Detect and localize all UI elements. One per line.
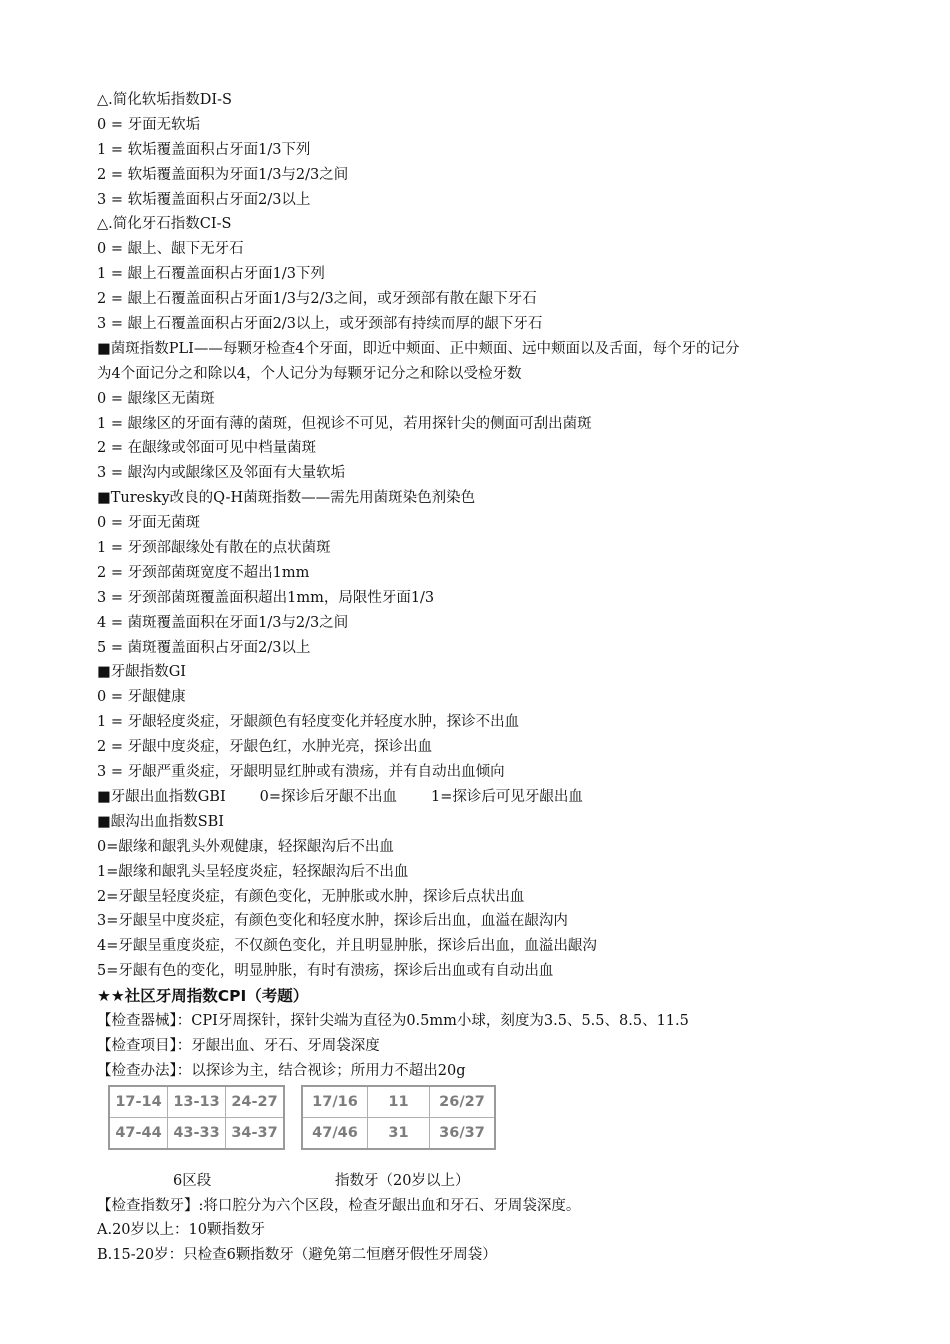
text-line: B.15-20岁：只检查6颗指数牙（避免第二恒磨牙假性牙周袋） — [97, 1247, 497, 1264]
sextant-table — [108, 1085, 285, 1150]
text-line: 1 = 牙颈部龈缘处有散在的点状菌斑 — [97, 540, 331, 557]
text-line: 4 = 菌斑覆盖面积在牙面1/3与2/3之间 — [97, 614, 349, 631]
text-line: 【检查办法】：以探诊为主，结合视诊；所用力不超出20g — [97, 1062, 466, 1079]
table-row — [109, 1117, 284, 1149]
text-line: 3 = 牙龈严重炎症，牙龈明显红肿或有溃疡，并有自动出血倾向 — [97, 764, 505, 781]
text-line: 3 = 龈上石覆盖面积占牙面2/3以上，或牙颈部有持续而厚的龈下牙石 — [97, 316, 543, 333]
text-line: 3 = 龈沟内或龈缘区及邻面有大量软垢 — [97, 465, 346, 482]
sextant-caption: 6区段 — [173, 1172, 212, 1189]
table-cell: 13-13 — [168, 1086, 226, 1118]
text-line: 4=牙龈呈重度炎症，不仅颜色变化，并且明显肿胀，探诊后出血，血溢出龈沟 — [97, 938, 597, 955]
text-line: 【检查器械】：CPI牙周探针，探针尖端为直径为0.5mm小球，刻度为3.5、5.5、8.5、11.5 — [97, 1012, 689, 1029]
section-cpi — [97, 1009, 877, 1084]
text-line: 3=牙龈呈中度炎症，有颜色变化和轻度水肿，探诊后出血，血溢在龈沟内 — [97, 913, 568, 930]
table-cell: 34-37 — [226, 1117, 285, 1149]
text-line: 3 = 软垢覆盖面积占牙面2/3以上 — [97, 191, 311, 208]
text-line: 0 = 龈上、龈下无牙石 — [97, 241, 244, 258]
text-line: △.简化软垢指数DI-S — [97, 92, 232, 108]
pli-title-line-2: 为4个面记分之和除以4，个人记分为每颗牙记分之和除以受检牙数 — [97, 365, 522, 382]
text-line: 2 = 牙颈部菌斑宽度不超出1mm — [97, 564, 310, 581]
table-row — [302, 1117, 495, 1149]
text-line: 【检查项目】：牙龈出血、牙石、牙周袋深度 — [97, 1037, 380, 1054]
text-line: 1 = 龈上石覆盖面积占牙面1/3下列 — [97, 266, 325, 283]
gbi-line — [97, 785, 877, 810]
table-cell: 24-27 — [226, 1086, 285, 1118]
text-line: 0=龈缘和龈乳头外观健康，轻探龈沟后不出血 — [97, 838, 394, 855]
text-line: 2=牙龈呈轻度炎症，有颜色变化，无肿胀或水肿，探诊后点状出血 — [97, 888, 525, 905]
table-row — [302, 1086, 495, 1118]
section-pli — [97, 337, 877, 387]
text-line: ■Turesky改良的Q-H菌斑指数——需先用菌斑染色剂染色 — [97, 490, 476, 507]
text-line: 1 = 牙龈轻度炎症，牙龈颜色有轻度变化并轻度水肿，探诊不出血 — [97, 714, 520, 731]
gbi-value-0: 0=探诊后牙龈不出血 — [259, 788, 398, 805]
text-line: ■牙龈指数GI — [97, 664, 187, 681]
table-cell: 43-33 — [168, 1117, 226, 1149]
table-cell: 17/16 — [302, 1086, 368, 1118]
text-line: 5=牙龈有色的变化，明显肿胀，有时有溃疡，探诊后出血或有自动出血 — [97, 963, 554, 980]
table-cell: 31 — [368, 1117, 430, 1149]
section-plaque-gingival — [97, 387, 877, 785]
text-line: 【检查指数牙】:将口腔分为六个区段，检查牙龈出血和牙石、牙周袋深度。 — [97, 1197, 581, 1214]
text-line: 2 = 软垢覆盖面积为牙面1/3与2/3之间 — [97, 166, 349, 183]
text-line: 0 = 牙面无软垢 — [97, 116, 201, 133]
text-line: 2 = 龈上石覆盖面积占牙面1/3与2/3之间，或牙颈部有散在龈下牙石 — [97, 291, 537, 308]
table-row — [109, 1086, 284, 1118]
gbi-title: ■牙龈出血指数GBI — [97, 788, 226, 805]
text-line: 1 = 龈缘区的牙面有薄的菌斑，但视诊不可见，若用探针尖的侧面可刮出菌斑 — [97, 415, 592, 432]
text-line: 0 = 牙面无菌斑 — [97, 515, 201, 532]
index-teeth-caption: 指数牙（20岁以上） — [335, 1172, 470, 1189]
table-cell: 36/37 — [430, 1117, 496, 1149]
section-di-s-ci-s — [97, 88, 877, 337]
pli-title-line-1: ■菌斑指数PLI——每颗牙检查4个牙面，即近中颊面、正中颊面、远中颊面以及舌面，每个牙的记分 — [97, 340, 740, 357]
text-line: 1 = 软垢覆盖面积占牙面1/3下列 — [97, 141, 311, 158]
text-line: 0 = 龈缘区无菌斑 — [97, 390, 215, 407]
table-cell: 47-44 — [109, 1117, 168, 1149]
cpi-heading: ★★社区牙周指数CPI（考题） — [97, 987, 309, 1006]
text-line: ■龈沟出血指数SBI — [97, 813, 225, 830]
text-line: 3 = 牙颈部菌斑覆盖面积超出1mm，局限性牙面1/3 — [97, 589, 435, 606]
text-line: A.20岁以上：10颗指数牙 — [97, 1222, 265, 1239]
text-line: △.简化牙石指数CI-S — [97, 216, 232, 233]
text-line: 2 = 在龈缘或邻面可见中档量菌斑 — [97, 440, 317, 457]
table-cell: 26/27 — [430, 1086, 496, 1118]
table-cell: 11 — [368, 1086, 430, 1118]
text-line: 0 = 牙龈健康 — [97, 689, 186, 706]
table-cell: 17-14 — [109, 1086, 168, 1118]
gbi-value-1: 1=探诊后可见牙龈出血 — [431, 788, 583, 805]
text-line: 1=龈缘和龈乳头呈轻度炎症，轻探龈沟后不出血 — [97, 863, 409, 880]
document-page — [97, 88, 877, 1268]
section-index-teeth — [97, 1194, 877, 1269]
cpi-tables — [97, 1085, 877, 1169]
section-sbi — [97, 810, 877, 984]
text-line: 5 = 菌斑覆盖面积占牙面2/3以上 — [97, 639, 311, 656]
table-cell: 47/46 — [302, 1117, 368, 1149]
table-captions — [97, 1169, 877, 1194]
text-line: 2 = 牙龈中度炎症，牙龈色红，水肿光亮，探诊出血 — [97, 739, 433, 756]
index-teeth-table — [301, 1085, 496, 1150]
